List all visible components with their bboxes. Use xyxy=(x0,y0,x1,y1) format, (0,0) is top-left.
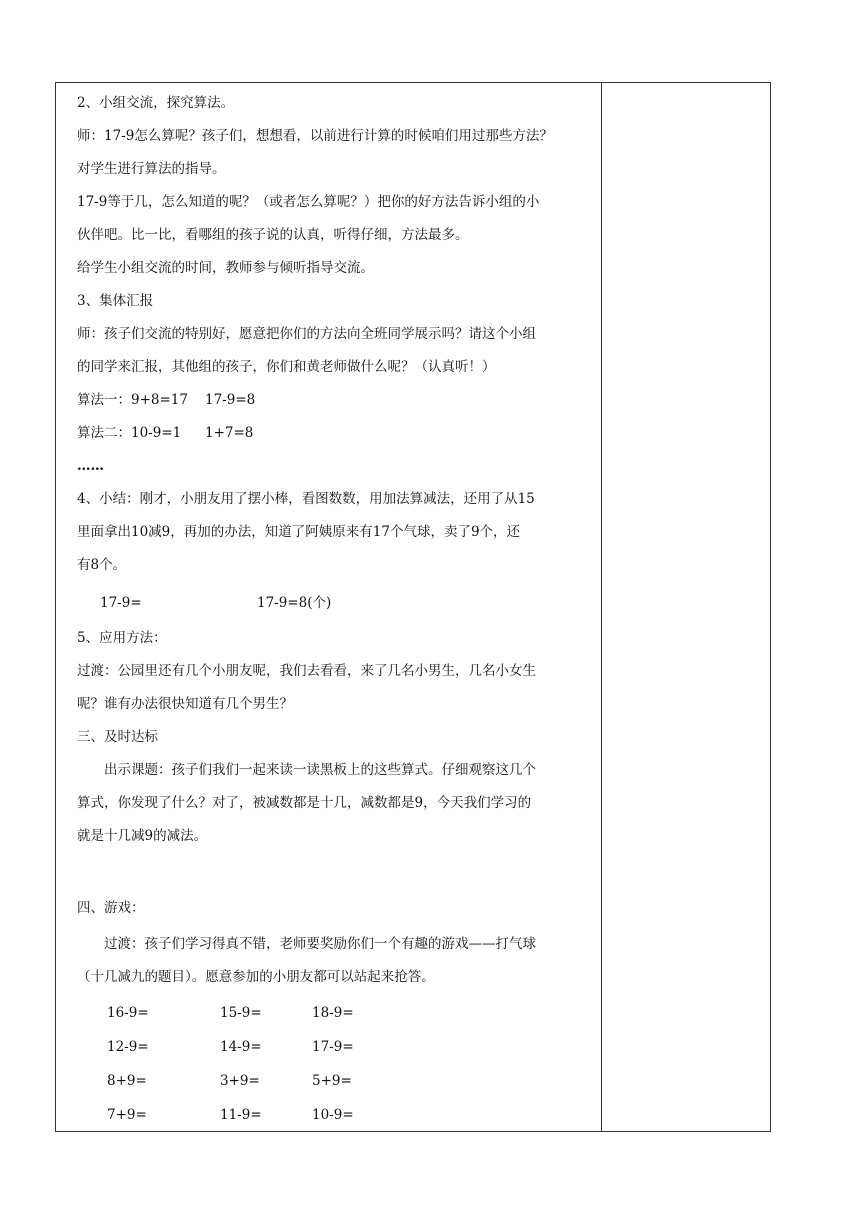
text-line: 出示课题：孩子们我们一起来读一读黑板上的这些算式。仔细观察这几个 xyxy=(104,762,536,778)
text-line: 过渡：公园里还有几个小朋友呢，我们去看看，来了几名小男生，几名小女生 xyxy=(77,663,536,679)
text-line: 伙伴吧。比一比，看哪组的孩子说的认真，听得仔细，方法最多。 xyxy=(77,227,469,243)
text-line: 17-9等于几，怎么知道的呢？（或者怎么算呢？）把你的好方法告诉小组的小 xyxy=(77,194,540,210)
column-divider xyxy=(601,82,602,1132)
section-heading: 三、及时达标 xyxy=(77,729,158,745)
text-line: 算式，你发现了什么？对了，被减数都是十几，减数都是9，今天我们学习的 xyxy=(77,795,532,811)
text-line: 对学生进行算法的指导。 xyxy=(77,161,226,177)
text-line: 呢？谁有办法很快知道有几个男生？ xyxy=(77,696,293,712)
text-line: 师：17-9怎么算呢？孩子们，想想看，以前进行计算的时候咱们用过那些方法？ xyxy=(77,128,553,144)
section-heading: 四、游戏： xyxy=(77,900,145,916)
ellipsis: …… xyxy=(77,458,104,474)
text-line: 师：孩子们交流的特别好，愿意把你们的方法向全班同学展示吗？请这个小组 xyxy=(77,326,536,342)
text-line: 2、小组交流，探究算法。 xyxy=(77,95,235,111)
text-line: 3、集体汇报 xyxy=(77,293,154,309)
text-line: 5、应用方法： xyxy=(77,630,167,646)
text-line: 过渡：孩子们学习得真不错，老师要奖励你们一个有趣的游戏——打气球 xyxy=(104,936,536,952)
text-line: （十几减九的题目）。愿意参加的小朋友都可以站起来抢答。 xyxy=(77,969,435,985)
text-line: 的同学来汇报，其他组的孩子，你们和黄老师做什么呢？（认真听！） xyxy=(77,359,496,375)
text-line: 有8个。 xyxy=(77,557,127,573)
text-line: 就是十几减9的减法。 xyxy=(77,828,208,844)
text-line: 4、小结：刚才，小朋友用了摆小棒，看图数数，用加法算减法，还用了从15 xyxy=(77,491,535,507)
text-line: 里面拿出10减9，再加的办法，知道了阿姨原来有17个气球，卖了9个，还 xyxy=(77,524,521,540)
text-line: 给学生小组交流的时间，教师参与倾听指导交流。 xyxy=(77,260,374,276)
